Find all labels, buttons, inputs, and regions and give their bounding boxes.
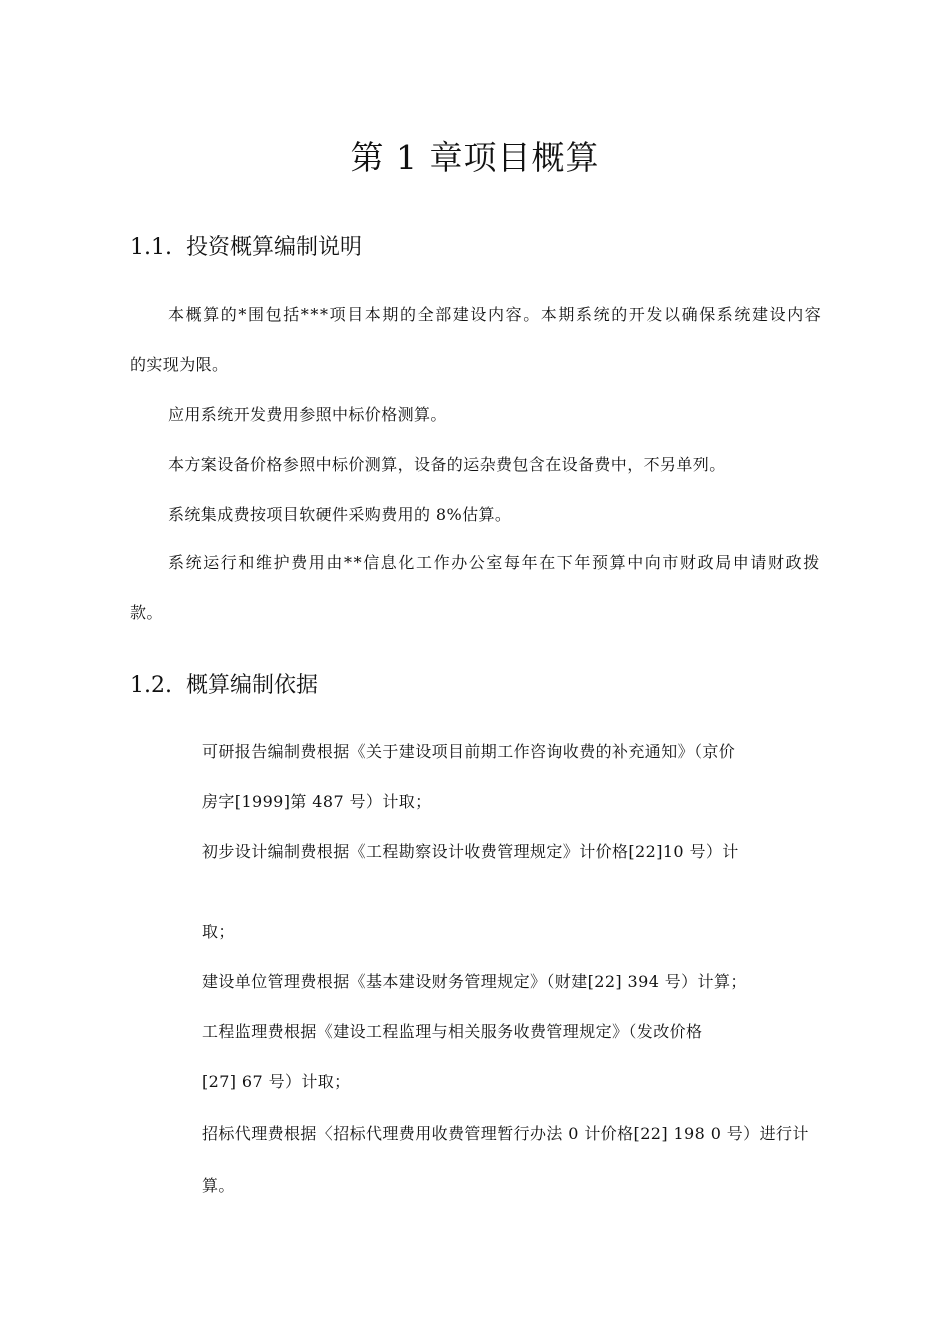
list-line: 建设单位管理费根据《基本建设财务管理规定》（财建[22] 394 号）计算；	[202, 972, 747, 991]
paragraph: 的实现为限。	[130, 355, 229, 374]
paragraph: 系统集成费按项目软硬件采购费用的 8%估算。	[168, 505, 512, 524]
list-line: 取；	[202, 922, 235, 941]
list-line: 招标代理费根据〈招标代理费用收费管理暂行办法 0 计价格[22] 198 0 号）进行计	[202, 1124, 809, 1143]
list-line: [27] 67 号）计取；	[202, 1072, 351, 1091]
section-title: 概算编制依据	[186, 673, 319, 698]
list-line: 工程监理费根据《建设工程监理与相关服务收费管理规定》（发改价格	[202, 1022, 703, 1041]
list-line: 可研报告编制费根据《关于建设项目前期工作咨询收费的补充通知》（京价	[202, 742, 736, 761]
list-line: 算。	[202, 1176, 235, 1195]
paragraph: 本方案设备价格参照中标价测算，设备的运杂费包含在设备费中，不另单列。	[168, 455, 726, 474]
section-number: 1.2.	[130, 673, 172, 698]
list-line: 房字[1999]第 487 号）计取；	[202, 792, 432, 811]
list-line: 初步设计编制费根据《工程勘察设计收费管理规定》计价格[22]10 号）计	[202, 842, 739, 861]
chapter-title: 第 1 章项目概算	[350, 138, 600, 177]
section-number: 1.1.	[130, 235, 172, 260]
paragraph: 本概算的*围包括***项目本期的全部建设内容。本期系统的开发以确保系统建设内容	[168, 305, 823, 324]
section-heading-1-1	[130, 233, 362, 263]
paragraph: 系统运行和维护费用由**信息化工作办公室每年在下年预算中向市财政局申请财政拨	[168, 553, 821, 572]
section-heading-1-2	[130, 671, 318, 701]
paragraph: 款。	[130, 603, 163, 622]
section-title: 投资概算编制说明	[186, 235, 363, 260]
paragraph: 应用系统开发费用参照中标价格测算。	[168, 405, 447, 424]
